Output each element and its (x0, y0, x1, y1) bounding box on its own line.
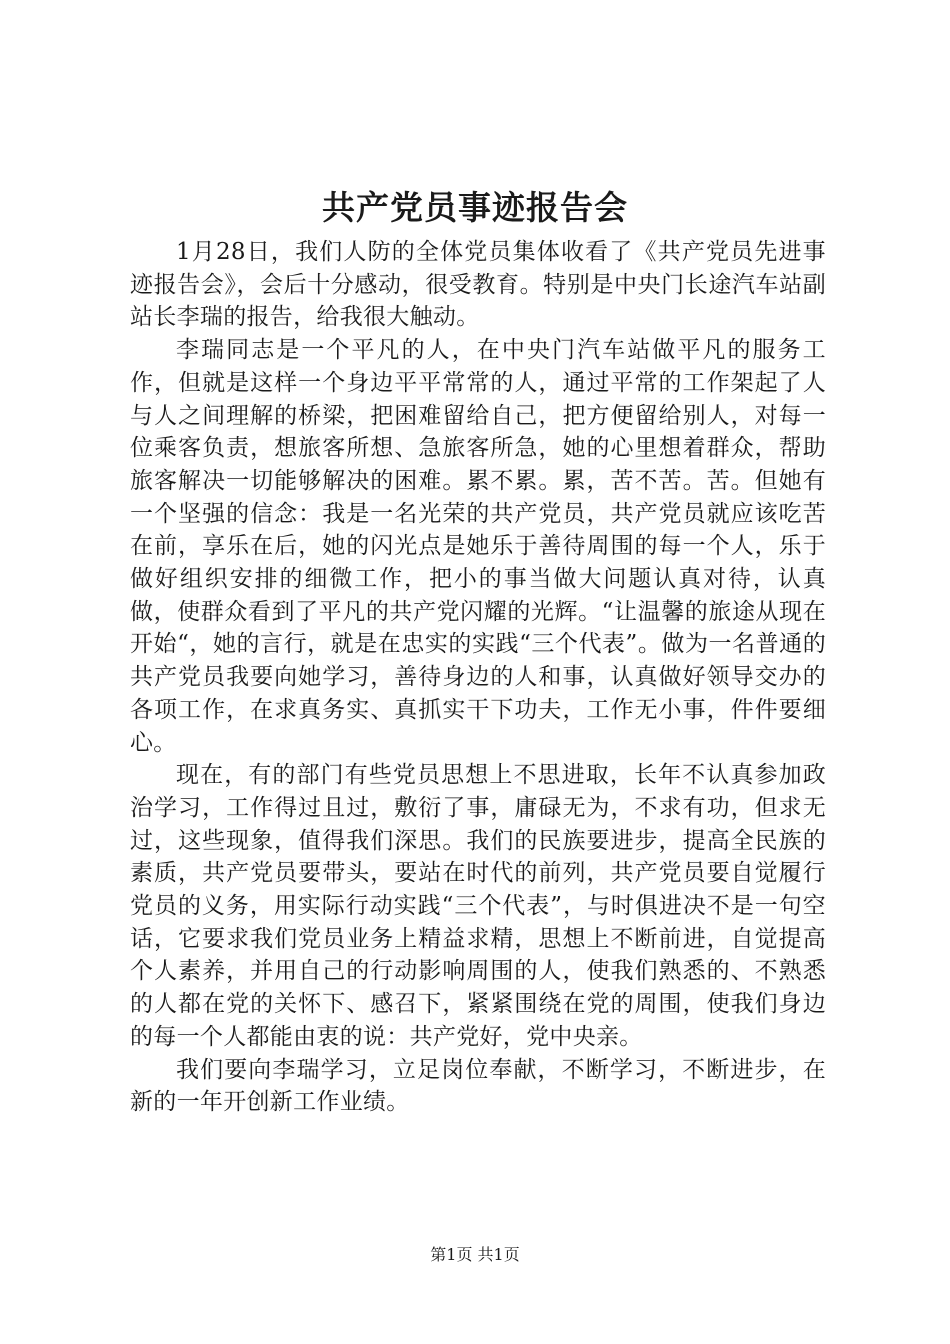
page-footer: 第1页 共1页 (430, 1245, 520, 1264)
paragraph-3: 现在，有的部门有些党员思想上不思进取，长年不认真参加政治学习，工作得过且过，敷衍了事，庸碌无为，不求有功，但求无过，这些现象，值得我们深思。我们的民族要进步，提高全民族的素质，共产党员要带头，要站在时代的前列，共产党员要自觉履行党员的义务，用实际行动实践“三个代表”，与时俱进决不是一句空话，它要求我们党员业务上精益求精，思想上不断前进，自觉提高个人素养，并用自己的行动影响周围的人，使我们熟悉的、不熟悉的人都在党的关怀下、感召下，紧紧围绕在党的周围，使我们身边的每一个人都能由衷的说：共产党好，党中央亲。 (130, 762, 826, 1050)
paragraph-2: 李瑞同志是一个平凡的人，在中央门汽车站做平凡的服务工作，但就是这样一个身边平平常常的人，通过平常的工作架起了人与人之间理解的桥梁，把困难留给自己，把方便留给别人，对每一位乘客负责，想旅客所想、急旅客所急，她的心里想着群众，帮助旅客解决一切能够解决的困难。累不累。累，苦不苦。苦。但她有一个坚强的信念：我是一名光荣的共产党员，共产党员就应该吃苦在前，享乐在后，她的闪光点是她乐于善待周围的每一个人，乐于做好组织安排的细微工作，把小的事当做大问题认真对待，认真做，使群众看到了平凡的共产党闪耀的光辉。“让温馨的旅途从现在开始“，她的言行，就是在忠实的实践“三个代表”。做为一名普通的共产党员我要向她学习，善待身边的人和事，认真做好领导交办的各项工作，在求真务实、真抓实干下功夫，工作无小事，件件要细心。 (130, 337, 826, 756)
document-title: 共产党员事迹报告会 (322, 188, 628, 227)
paragraph-1: 1月28日，我们人防的全体党员集体收看了《共产党员先进事迹报告会》，会后十分感动，很受教育。特别是中央门长途汽车站副站长李瑞的报告，给我很大触动。 (130, 239, 826, 331)
document-body (130, 236, 826, 1119)
paragraph-4: 我们要向李瑞学习，立足岗位奉献，不断学习，不断进步，在新的一年开创新工作业绩。 (130, 1056, 826, 1116)
